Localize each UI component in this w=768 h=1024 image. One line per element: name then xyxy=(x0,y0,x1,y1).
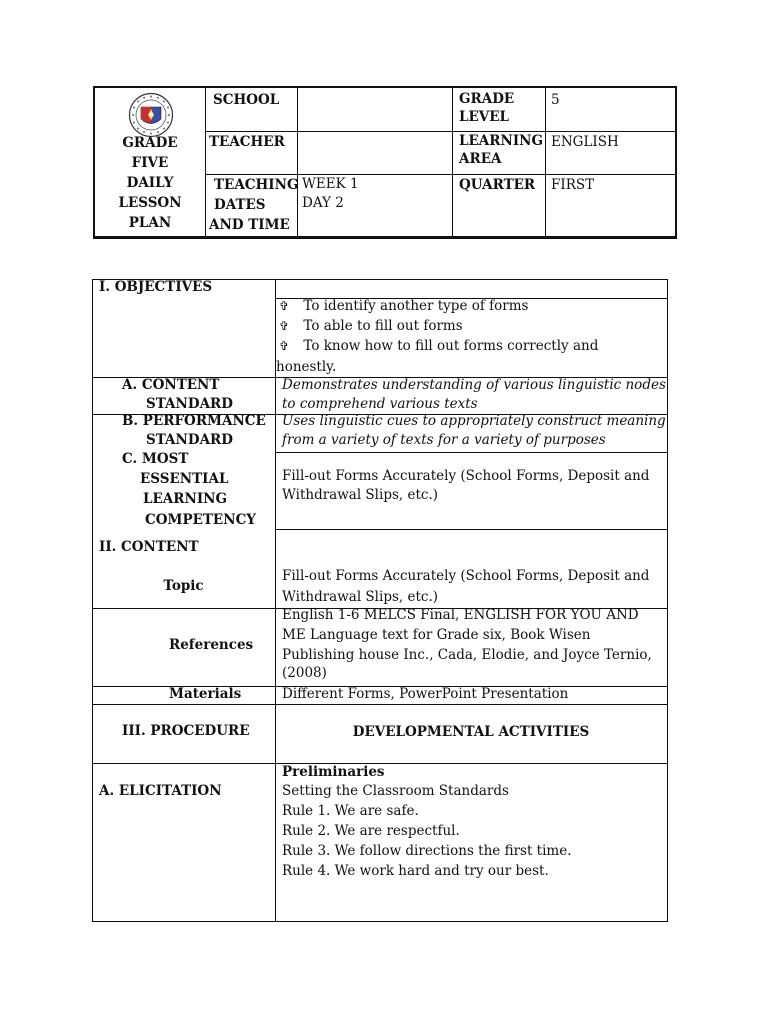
performance-standard-value xyxy=(282,412,666,450)
list-item: Rule 2. We are respectful. xyxy=(282,823,460,839)
objective-text: To know how to fill out forms correctly and xyxy=(303,338,599,354)
school-label: SCHOOL xyxy=(213,92,280,108)
header-divider xyxy=(545,88,546,238)
value-line: English 1-6 MELCS Final, ENGLISH FOR YOU AND xyxy=(282,607,639,623)
cross-bullet-icon: ✞ xyxy=(279,319,290,333)
teaching-dates-value xyxy=(302,175,359,213)
value-line: Fill-out Forms Accurately (School Forms, Deposit and xyxy=(282,568,650,584)
list-item: Rule 4. We work hard and try our best. xyxy=(282,863,549,879)
learning-area-label xyxy=(459,132,543,168)
references-label: References xyxy=(169,637,254,653)
label-line: GRADE xyxy=(459,91,515,107)
label-line: LEARNING xyxy=(143,491,227,507)
row-divider xyxy=(93,704,667,705)
materials-value: Different Forms, PowerPoint Presentation xyxy=(282,686,569,702)
label-line: STANDARD xyxy=(146,432,233,448)
learning-area-value: ENGLISH xyxy=(551,134,619,150)
row-divider xyxy=(275,452,667,453)
preliminaries-heading: Preliminaries xyxy=(282,764,385,780)
label-line: A. CONTENT xyxy=(122,377,220,393)
label-line: AREA xyxy=(459,151,502,167)
value-line: (2008) xyxy=(282,665,327,681)
content-standard-label xyxy=(122,376,233,414)
row-divider xyxy=(275,529,667,530)
title-line: GRADE xyxy=(122,135,178,151)
content-standard-value xyxy=(282,376,666,414)
melc-label xyxy=(122,449,256,530)
list-item: Rule 3. We follow directions the first time. xyxy=(282,843,572,859)
value-line: Publishing house Inc., Cada, Elodie, and Joyce Ternio, xyxy=(282,647,652,663)
value-line: Withdrawal Slips, etc.) xyxy=(282,487,439,503)
label-line: LEVEL xyxy=(459,109,510,125)
melc-value xyxy=(282,467,649,505)
label-line: ESSENTIAL xyxy=(140,471,229,487)
header-divider xyxy=(205,88,206,238)
value-line: Withdrawal Slips, etc.) xyxy=(282,589,439,605)
value-line: from a variety of texts for a variety of purposes xyxy=(282,432,606,448)
teaching-dates-label xyxy=(209,175,299,235)
header-divider xyxy=(452,88,453,238)
objective-text: To identify another type of forms xyxy=(303,298,529,314)
label-line: STANDARD xyxy=(146,396,233,412)
quarter-label: QUARTER xyxy=(459,177,536,193)
objective-item xyxy=(279,316,463,336)
value-line: Uses linguistic cues to appropriately construct meaning xyxy=(282,413,666,429)
value-line: ME Language text for Grade six, Book Wisen xyxy=(282,627,591,643)
title-line: LESSON xyxy=(118,195,182,211)
topic-value xyxy=(282,566,649,608)
developmental-activities-heading: DEVELOPMENTAL ACTIVITIES xyxy=(352,724,590,740)
grade-level-label xyxy=(459,90,514,126)
quarter-value: FIRST xyxy=(551,177,595,193)
label-line: TEACHING xyxy=(214,177,299,193)
content-label: II. CONTENT xyxy=(99,539,199,555)
label-line: LEARNING xyxy=(459,133,543,149)
references-value xyxy=(282,605,652,682)
list-item: Setting the Classroom Standards xyxy=(282,783,509,799)
cross-bullet-icon: ✞ xyxy=(279,339,290,353)
objectives-label: I. OBJECTIVES xyxy=(99,279,213,295)
objective-continuation: honestly. xyxy=(276,359,337,375)
elicitation-label: A. ELICITATION xyxy=(99,783,222,799)
grade-level-value: 5 xyxy=(551,92,560,108)
cross-bullet-icon: ✞ xyxy=(279,299,290,313)
label-line: AND TIME xyxy=(209,217,290,233)
objective-item xyxy=(279,296,528,316)
value-line: Fill-out Forms Accurately (School Forms, Deposit and xyxy=(282,468,650,484)
performance-standard-label xyxy=(122,412,266,450)
procedure-label: III. PROCEDURE xyxy=(122,723,250,739)
materials-label: Materials xyxy=(169,686,242,702)
classroom-standards-list xyxy=(282,781,572,881)
value-line: to comprehend various texts xyxy=(282,396,478,412)
title-line: DAILY xyxy=(126,175,174,191)
value-line: DAY 2 xyxy=(302,195,344,211)
topic-label: Topic xyxy=(163,578,204,594)
deped-seal-logo xyxy=(128,92,174,138)
teacher-label: TEACHER xyxy=(209,134,285,150)
value-line: Demonstrates understanding of various linguistic nodes xyxy=(282,377,666,393)
title-line: FIVE xyxy=(131,155,169,171)
objective-item xyxy=(279,336,598,356)
label-line: COMPETENCY xyxy=(145,512,256,528)
value-line: WEEK 1 xyxy=(302,176,359,192)
grade-five-daily-lesson-plan-title xyxy=(100,133,200,233)
objective-text: To able to fill out forms xyxy=(303,318,463,334)
label-line: C. MOST xyxy=(122,451,189,467)
title-line: PLAN xyxy=(128,215,172,231)
label-line: DATES xyxy=(214,197,266,213)
list-item: Rule 1. We are safe. xyxy=(282,803,419,819)
label-line: B. PERFORMANCE xyxy=(122,413,266,429)
